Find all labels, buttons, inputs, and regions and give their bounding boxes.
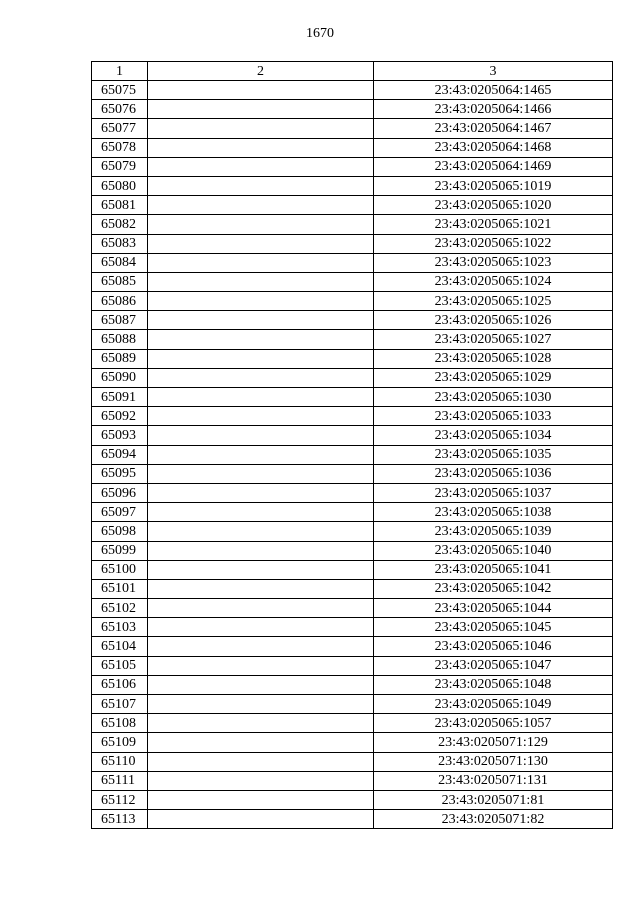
- row-number-cell: 65075: [92, 81, 148, 100]
- row-number-cell: 65083: [92, 234, 148, 253]
- row-number-cell: 65085: [92, 272, 148, 291]
- table-row: [92, 464, 613, 483]
- cadastral-number-cell: 23:43:0205065:1028: [374, 349, 613, 368]
- cadastral-number-cell: 23:43:0205065:1035: [374, 445, 613, 464]
- name-cell: [148, 368, 374, 387]
- row-number-cell: 65109: [92, 733, 148, 752]
- table-row: [92, 215, 613, 234]
- cadastral-number-cell: 23:43:0205065:1038: [374, 503, 613, 522]
- row-number-cell: 65106: [92, 675, 148, 694]
- row-number-cell: 65086: [92, 292, 148, 311]
- table-row: [92, 541, 613, 560]
- table-row: [92, 349, 613, 368]
- table-row: [92, 752, 613, 771]
- cadastral-number-cell: 23:43:0205065:1024: [374, 272, 613, 291]
- name-cell: [148, 675, 374, 694]
- registry-table: [91, 61, 613, 829]
- row-number-cell: 65077: [92, 119, 148, 138]
- column-header-2: 2: [148, 62, 374, 81]
- table-row: [92, 407, 613, 426]
- cadastral-number-cell: 23:43:0205065:1023: [374, 253, 613, 272]
- cadastral-number-cell: 23:43:0205065:1034: [374, 426, 613, 445]
- table-row: [92, 695, 613, 714]
- row-number-cell: 65076: [92, 100, 148, 119]
- row-number-cell: 65094: [92, 445, 148, 464]
- table-row: [92, 445, 613, 464]
- row-number-cell: 65095: [92, 464, 148, 483]
- cadastral-number-cell: 23:43:0205065:1040: [374, 541, 613, 560]
- row-number-cell: 65091: [92, 388, 148, 407]
- column-header-1: 1: [92, 62, 148, 81]
- cadastral-number-cell: 23:43:0205064:1466: [374, 100, 613, 119]
- name-cell: [148, 522, 374, 541]
- table-row: [92, 81, 613, 100]
- name-cell: [148, 311, 374, 330]
- table-row: [92, 771, 613, 790]
- name-cell: [148, 503, 374, 522]
- name-cell: [148, 483, 374, 502]
- page-number: 1670: [306, 26, 334, 41]
- cadastral-number-cell: 23:43:0205065:1039: [374, 522, 613, 541]
- cadastral-number-cell: 23:43:0205065:1019: [374, 176, 613, 195]
- name-cell: [148, 426, 374, 445]
- row-number-cell: 65097: [92, 503, 148, 522]
- row-number-cell: 65087: [92, 311, 148, 330]
- row-number-cell: 65101: [92, 579, 148, 598]
- table-row: [92, 119, 613, 138]
- table-row: [92, 138, 613, 157]
- name-cell: [148, 599, 374, 618]
- cadastral-number-cell: 23:43:0205065:1044: [374, 599, 613, 618]
- name-cell: [148, 196, 374, 215]
- row-number-cell: 65103: [92, 618, 148, 637]
- cadastral-number-cell: 23:43:0205065:1049: [374, 695, 613, 714]
- table-row: [92, 599, 613, 618]
- name-cell: [148, 388, 374, 407]
- cadastral-number-cell: 23:43:0205065:1022: [374, 234, 613, 253]
- name-cell: [148, 100, 374, 119]
- table-row: [92, 503, 613, 522]
- name-cell: [148, 234, 374, 253]
- row-number-cell: 65080: [92, 176, 148, 195]
- name-cell: [148, 215, 374, 234]
- cadastral-number-cell: 23:43:0205064:1469: [374, 157, 613, 176]
- cadastral-number-cell: 23:43:0205065:1047: [374, 656, 613, 675]
- table-row: [92, 176, 613, 195]
- row-number-cell: 65092: [92, 407, 148, 426]
- cadastral-number-cell: 23:43:0205065:1033: [374, 407, 613, 426]
- cadastral-number-cell: 23:43:0205065:1057: [374, 714, 613, 733]
- cadastral-number-cell: 23:43:0205065:1026: [374, 311, 613, 330]
- cadastral-number-cell: 23:43:0205071:129: [374, 733, 613, 752]
- table-body: [92, 81, 613, 829]
- table-row: [92, 522, 613, 541]
- cadastral-number-cell: 23:43:0205065:1020: [374, 196, 613, 215]
- cadastral-number-cell: 23:43:0205065:1045: [374, 618, 613, 637]
- cadastral-number-cell: 23:43:0205065:1025: [374, 292, 613, 311]
- row-number-cell: 65090: [92, 368, 148, 387]
- table-row: [92, 100, 613, 119]
- row-number-cell: 65105: [92, 656, 148, 675]
- row-number-cell: 65078: [92, 138, 148, 157]
- cadastral-number-cell: 23:43:0205064:1468: [374, 138, 613, 157]
- cadastral-number-cell: 23:43:0205065:1048: [374, 675, 613, 694]
- row-number-cell: 65107: [92, 695, 148, 714]
- table-row: [92, 388, 613, 407]
- table-row: [92, 675, 613, 694]
- row-number-cell: 65088: [92, 330, 148, 349]
- row-number-cell: 65100: [92, 560, 148, 579]
- row-number-cell: 65096: [92, 483, 148, 502]
- name-cell: [148, 292, 374, 311]
- name-cell: [148, 790, 374, 809]
- name-cell: [148, 656, 374, 675]
- row-number-cell: 65081: [92, 196, 148, 215]
- table-row: [92, 292, 613, 311]
- name-cell: [148, 771, 374, 790]
- cadastral-number-cell: 23:43:0205071:131: [374, 771, 613, 790]
- cadastral-number-cell: 23:43:0205065:1041: [374, 560, 613, 579]
- cadastral-number-cell: 23:43:0205071:130: [374, 752, 613, 771]
- cadastral-number-cell: 23:43:0205065:1027: [374, 330, 613, 349]
- row-number-cell: 65104: [92, 637, 148, 656]
- table-row: [92, 330, 613, 349]
- table-row: [92, 656, 613, 675]
- cadastral-number-cell: 23:43:0205065:1042: [374, 579, 613, 598]
- name-cell: [148, 637, 374, 656]
- name-cell: [148, 541, 374, 560]
- cadastral-number-cell: 23:43:0205065:1046: [374, 637, 613, 656]
- row-number-cell: 65082: [92, 215, 148, 234]
- name-cell: [148, 407, 374, 426]
- cadastral-number-cell: 23:43:0205064:1467: [374, 119, 613, 138]
- name-cell: [148, 560, 374, 579]
- table-row: [92, 157, 613, 176]
- name-cell: [148, 253, 374, 272]
- row-number-cell: 65110: [92, 752, 148, 771]
- row-number-cell: 65113: [92, 810, 148, 829]
- table-row: [92, 483, 613, 502]
- row-number-cell: 65108: [92, 714, 148, 733]
- row-number-cell: 65093: [92, 426, 148, 445]
- cadastral-number-cell: 23:43:0205071:82: [374, 810, 613, 829]
- row-number-cell: 65084: [92, 253, 148, 272]
- cadastral-number-cell: 23:43:0205064:1465: [374, 81, 613, 100]
- name-cell: [148, 695, 374, 714]
- row-number-cell: 65112: [92, 790, 148, 809]
- row-number-cell: 65099: [92, 541, 148, 560]
- name-cell: [148, 138, 374, 157]
- table-header-row: [92, 62, 613, 81]
- table-row: [92, 560, 613, 579]
- name-cell: [148, 445, 374, 464]
- row-number-cell: 65111: [92, 771, 148, 790]
- name-cell: [148, 618, 374, 637]
- table-row: [92, 368, 613, 387]
- table-row: [92, 196, 613, 215]
- name-cell: [148, 119, 374, 138]
- name-cell: [148, 810, 374, 829]
- table-row: [92, 810, 613, 829]
- row-number-cell: 65098: [92, 522, 148, 541]
- cadastral-number-cell: 23:43:0205065:1030: [374, 388, 613, 407]
- name-cell: [148, 579, 374, 598]
- cadastral-number-cell: 23:43:0205065:1029: [374, 368, 613, 387]
- name-cell: [148, 349, 374, 368]
- name-cell: [148, 733, 374, 752]
- table-row: [92, 253, 613, 272]
- row-number-cell: 65102: [92, 599, 148, 618]
- row-number-cell: 65079: [92, 157, 148, 176]
- name-cell: [148, 714, 374, 733]
- table-row: [92, 272, 613, 291]
- table-row: [92, 790, 613, 809]
- table-row: [92, 311, 613, 330]
- cadastral-number-cell: 23:43:0205065:1036: [374, 464, 613, 483]
- name-cell: [148, 330, 374, 349]
- table-row: [92, 733, 613, 752]
- cadastral-number-cell: 23:43:0205065:1021: [374, 215, 613, 234]
- table-row: [92, 714, 613, 733]
- table-row: [92, 426, 613, 445]
- table-row: [92, 637, 613, 656]
- name-cell: [148, 272, 374, 291]
- name-cell: [148, 176, 374, 195]
- name-cell: [148, 752, 374, 771]
- table-row: [92, 579, 613, 598]
- table-row: [92, 234, 613, 253]
- cadastral-number-cell: 23:43:0205065:1037: [374, 483, 613, 502]
- column-header-3: 3: [374, 62, 613, 81]
- name-cell: [148, 157, 374, 176]
- name-cell: [148, 464, 374, 483]
- table-row: [92, 618, 613, 637]
- cadastral-number-cell: 23:43:0205071:81: [374, 790, 613, 809]
- name-cell: [148, 81, 374, 100]
- row-number-cell: 65089: [92, 349, 148, 368]
